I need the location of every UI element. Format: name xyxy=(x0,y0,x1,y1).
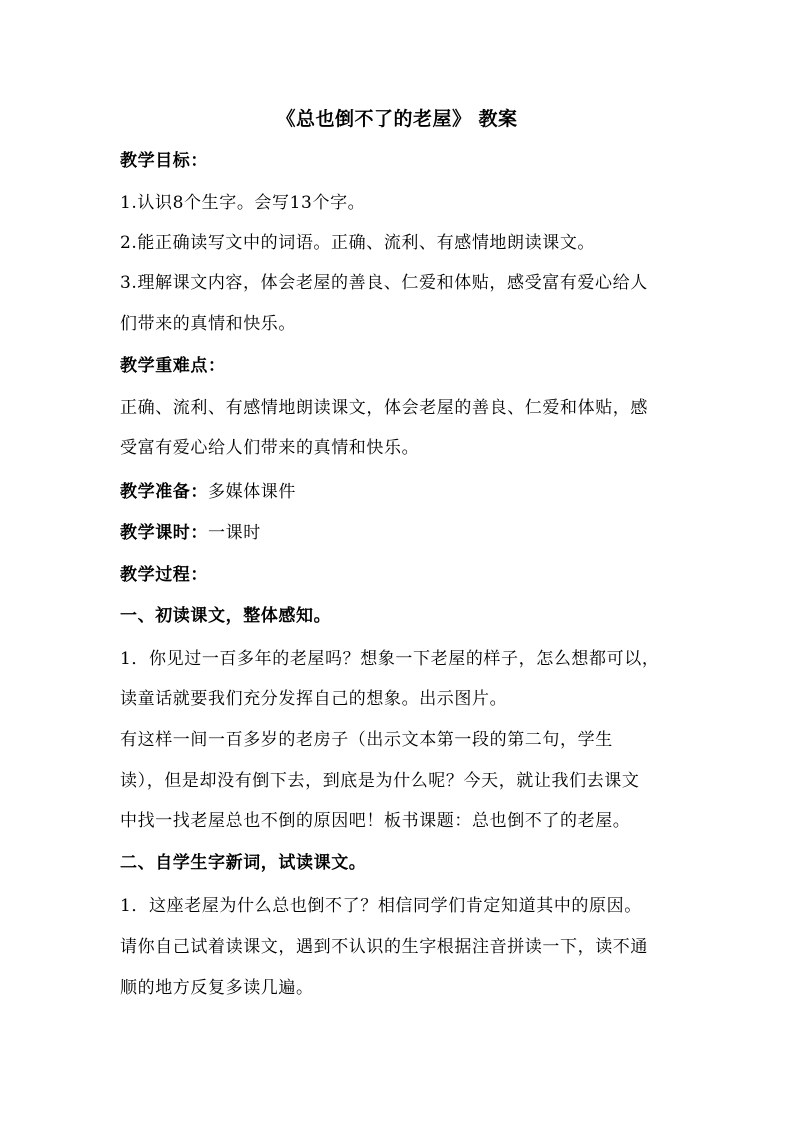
objective-item-1: 1.认识8个生字。会写13个字。 xyxy=(120,193,366,213)
part2-line-1: 1．这座老屋为什么总也倒不了？相信同学们肯定知道其中的原因。 xyxy=(120,896,642,916)
process-heading: 教学过程： xyxy=(120,565,208,585)
part2-line-3: 顺的地方反复多读几遍。 xyxy=(120,978,314,998)
key-points-line-1: 正确、流利、有感情地朗读课文，体会老屋的善良、仁爱和体贴，感 xyxy=(120,398,648,418)
duration-label: 教学课时： xyxy=(120,523,208,543)
duration-value: 一课时 xyxy=(208,523,261,543)
part2-heading: 二、自学生字新词，试读课文。 xyxy=(120,853,367,873)
objective-item-3-continued: 们带来的真情和快乐。 xyxy=(120,314,296,334)
part1-line-3: 有这样一间一百多岁的老房子（出示文本第一段的第二句，学生 xyxy=(120,730,613,750)
objectives-heading: 教学目标： xyxy=(120,151,208,171)
preparation-value: 多媒体课件 xyxy=(208,482,296,502)
part1-line-4: 读），但是却没有倒下去，到底是为什么呢？今天，就让我们去课文 xyxy=(120,771,640,791)
key-points-line-2: 受富有爱心给人们带来的真情和快乐。 xyxy=(120,438,420,458)
part1-line-1: 1．你见过一百多年的老屋吗？想象一下老屋的样子，怎么想都可以， xyxy=(120,649,660,669)
objective-item-3: 3.理解课文内容，体会老屋的善良、仁爱和体贴，感受富有爱心给人 xyxy=(120,273,648,293)
preparation-row xyxy=(120,481,680,503)
part1-line-2: 读童话就要我们充分发挥自己的想象。出示图片。 xyxy=(120,689,508,709)
part1-heading: 一、初读课文，整体感知。 xyxy=(120,606,332,626)
key-points-heading: 教学重难点： xyxy=(120,356,226,376)
preparation-label: 教学准备： xyxy=(120,482,208,502)
part1-line-5: 中找一找老屋总也不倒的原因吧！板书课题：总也倒不了的老屋。 xyxy=(120,811,631,831)
objective-item-2: 2.能正确读写文中的词语。正确、流利、有感情地朗读课文。 xyxy=(120,233,596,253)
part2-line-2: 请你自己试着读课文，遇到不认识的生字根据注音拼读一下，读不通 xyxy=(120,937,648,957)
duration-row xyxy=(120,522,680,544)
document-title: 《总也倒不了的老屋》 教案 xyxy=(276,108,518,130)
